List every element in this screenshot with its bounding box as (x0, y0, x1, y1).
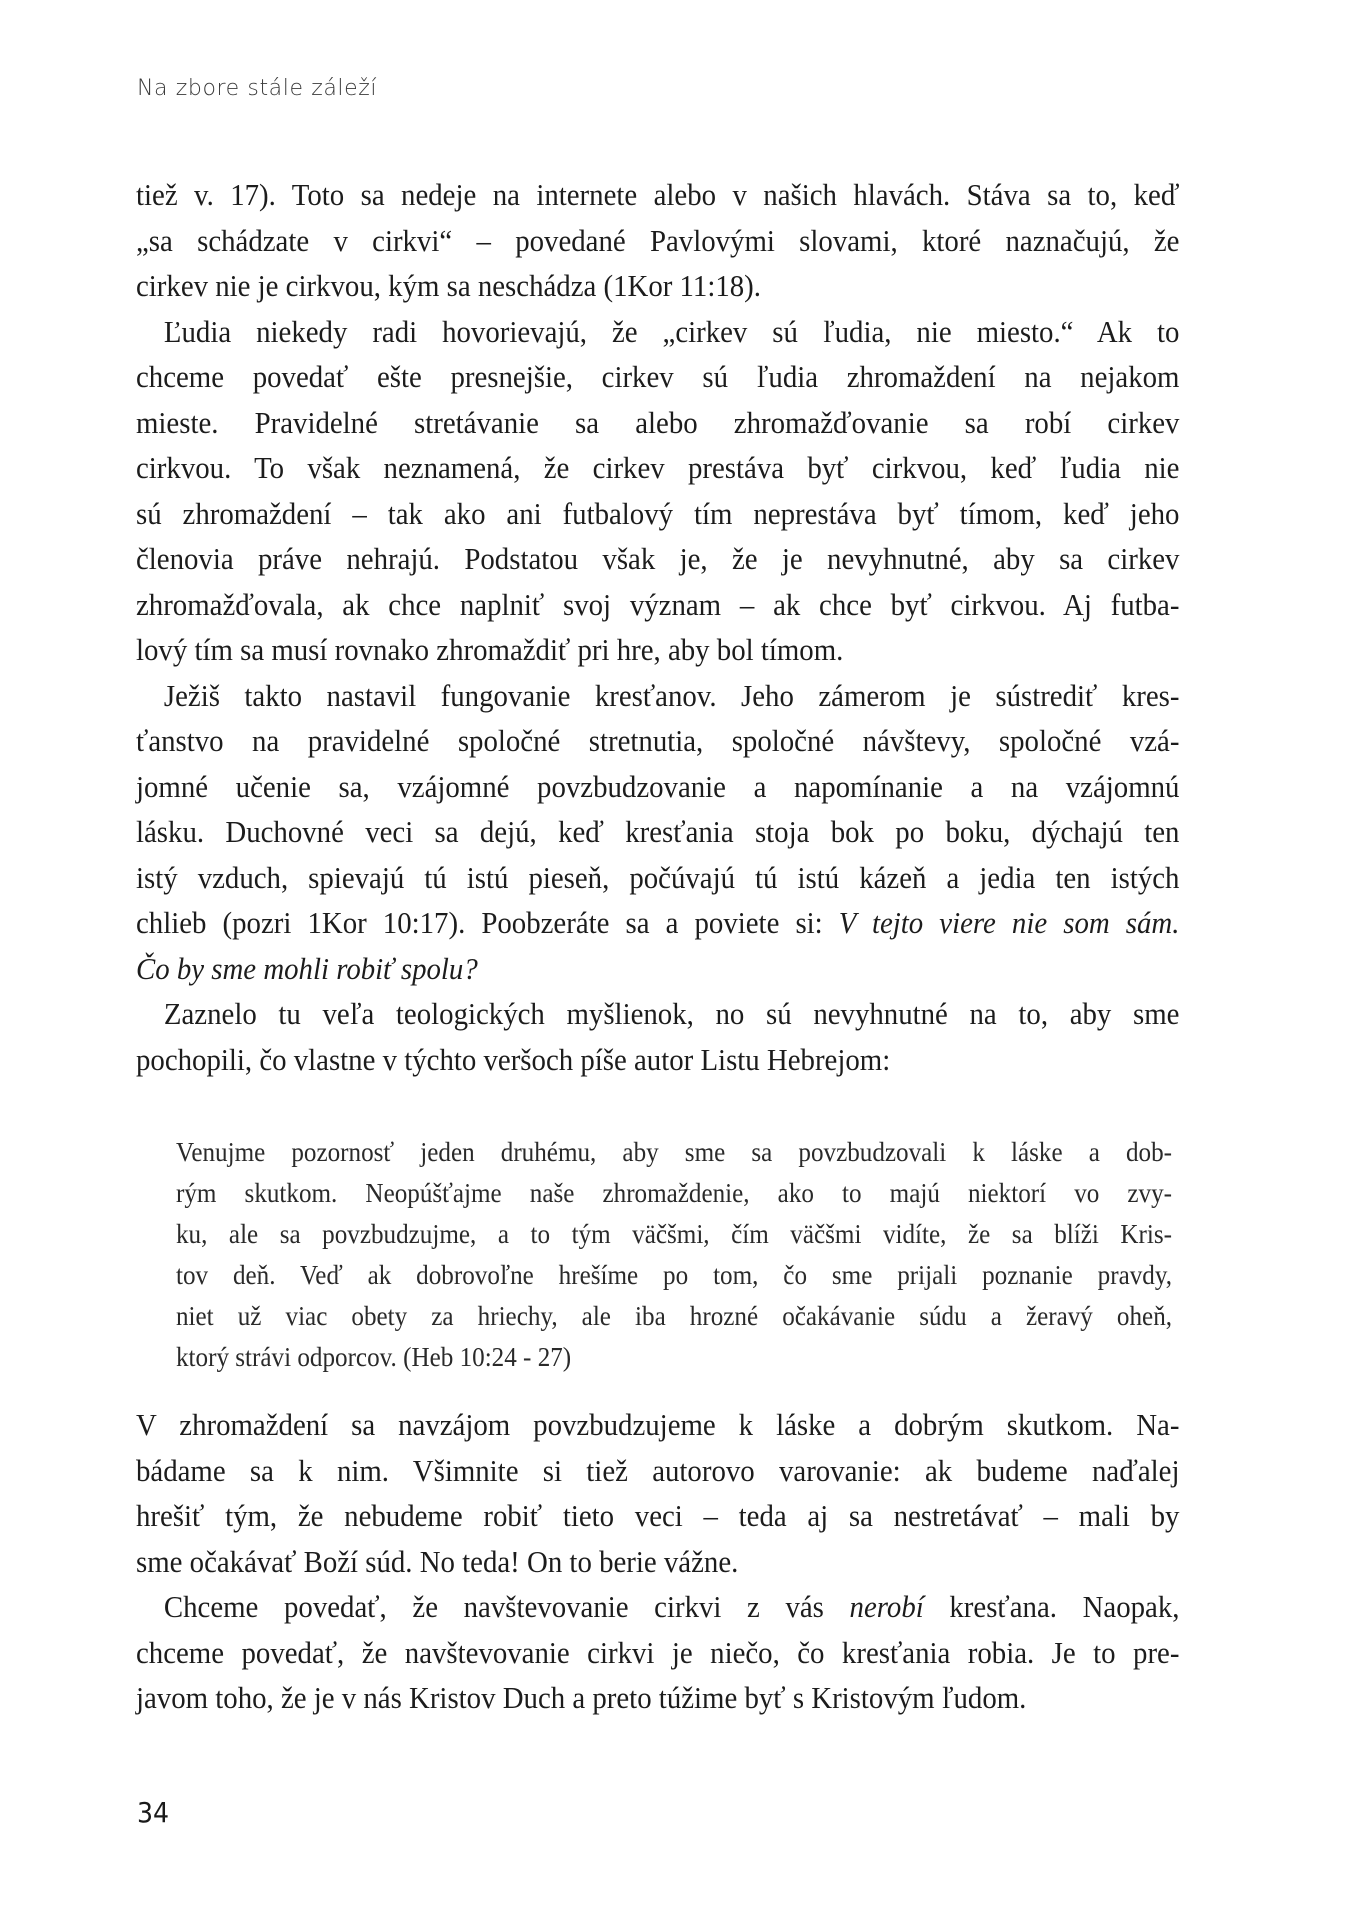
text-line: „sa schádzate v cirkvi“ – povedané Pavlovými slovami, ktoré naznačujú, že (136, 222, 1180, 258)
quote-line: niet už viac obety za hriechy, ale iba hrozné očakávanie súdu a žeravý oheň, (176, 1301, 1173, 1331)
text-line: javom toho, že je v nás Kristov Duch a preto túžime byť s Kristovým ľudom. (136, 1680, 1027, 1715)
text-line (136, 946, 1179, 992)
text-line: mieste. Pravidelné stretávanie sa alebo zhromažďovanie sa robí cirkev (136, 404, 1180, 440)
text-line: jomné učenie sa, vzájomné povzbudzovanie a napomínanie a na vzájomnú (136, 768, 1180, 804)
text-line: Ľudia niekedy radi hovorievajú, že „cirkev sú ľudia, nie miesto.“ Ak to (163, 313, 1180, 349)
text-span: kresťana. Naopak, (923, 1589, 1180, 1624)
page-number: 34 (137, 1796, 170, 1829)
quote-line: ktorý strávi odporcov. (Heb 10:24 - 27) (176, 1342, 572, 1372)
quote-line: ku, ale sa povzbudzujme, a to tým väčšmi, čím väčšmi vidíte, že sa blíži Kris- (176, 1219, 1173, 1249)
text-line: Zaznelo tu veľa teologických myšlienok, no sú nevyhnutné na to, aby sme (163, 996, 1180, 1031)
text-line: bádame sa k nim. Všimnite si tiež autorovo varovanie: ak budeme naďalej (136, 1452, 1180, 1488)
text-line: V zhromaždení sa navzájom povzbudzujeme k láske a dobrým skutkom. Na- (136, 1407, 1180, 1442)
quote-line: tov deň. Veď ak dobrovoľne hrešíme po tom, čo sme prijali poznanie pravdy, (176, 1260, 1173, 1290)
text-line: členovia práve nehrajú. Podstatou však je, že je nevyhnutné, aby sa cirkev (136, 541, 1180, 576)
text-line: ťanstvo na pravidelné spoločné stretnutia, spoločné návštevy, spoločné vzá- (136, 723, 1180, 758)
text-line: hrešiť tým, že nebudeme robiť tieto veci – teda aj sa nestretávať – mali by (136, 1498, 1180, 1533)
text-line: chceme povedať ešte presnejšie, cirkev sú ľudia zhromaždení na nejakom (136, 359, 1180, 394)
italic-text: Čo by sme mohli robiť spolu? (136, 950, 478, 986)
quote-line: Venujme pozornosť jeden druhému, aby sme sa povzbudzovali k láske a dob- (176, 1137, 1173, 1167)
text-line: lásku. Duchovné veci sa dejú, keď kresťania stoja bok po boku, dýchajú ten (136, 814, 1180, 849)
text-line: tiež v. 17). Toto sa nedeje na internete alebo v našich hlavách. Stáva sa to, keď (136, 177, 1180, 212)
quote-line: rým skutkom. Neopúšťajme naše zhromaždenie, ako to majú niektorí vo zvy- (176, 1178, 1173, 1208)
text-line: zhromažďovala, ak chce naplniť svoj význam – ak chce byť cirkvou. Aj futba- (136, 586, 1180, 622)
italic-text: nerobí (849, 1589, 924, 1624)
text-span: Chceme povedať, že navštevovanie cirkvi z vás (163, 1589, 850, 1624)
body-text-after-quote (136, 1402, 1180, 1721)
text-line: chceme povedať, že navštevovanie cirkvi je niečo, čo kresťania robia. Je to pre- (136, 1634, 1180, 1670)
block-quote (176, 1132, 1172, 1378)
text-line: cirkev nie je cirkvou, kým sa neschádza (1Kor 11:18). (136, 268, 761, 303)
italic-text: V tejto viere nie som sám. (838, 905, 1180, 940)
running-header: Na zbore stále záleží (137, 76, 378, 101)
text-line: istý vzduch, spievajú tú istú pieseň, počúvajú tú istú kázeň a jedia ten istých (136, 859, 1180, 895)
body-text (136, 172, 1180, 1082)
text-line (136, 900, 1179, 946)
text-line: sú zhromaždení – tak ako ani futbalový tím neprestáva byť tímom, keď jeho (136, 495, 1180, 531)
text-line: cirkvou. To však neznamená, že cirkev prestáva byť cirkvou, keď ľudia nie (136, 450, 1180, 485)
text-line (136, 1584, 1179, 1630)
text-line: sme očakávať Boží súd. No teda! On to berie vážne. (136, 1543, 739, 1579)
text-line: lový tím sa musí rovnako zhromaždiť pri hre, aby bol tímom. (136, 632, 844, 667)
text-line: Ježiš takto nastavil fungovanie kresťanov. Jeho zámerom je sústrediť kres- (163, 677, 1180, 713)
text-line: pochopili, čo vlastne v týchto veršoch píše autor Listu Hebrejom: (136, 1041, 891, 1077)
text-span: chlieb (pozri 1Kor 10:17). Poobzeráte sa a poviete si: (136, 905, 839, 940)
